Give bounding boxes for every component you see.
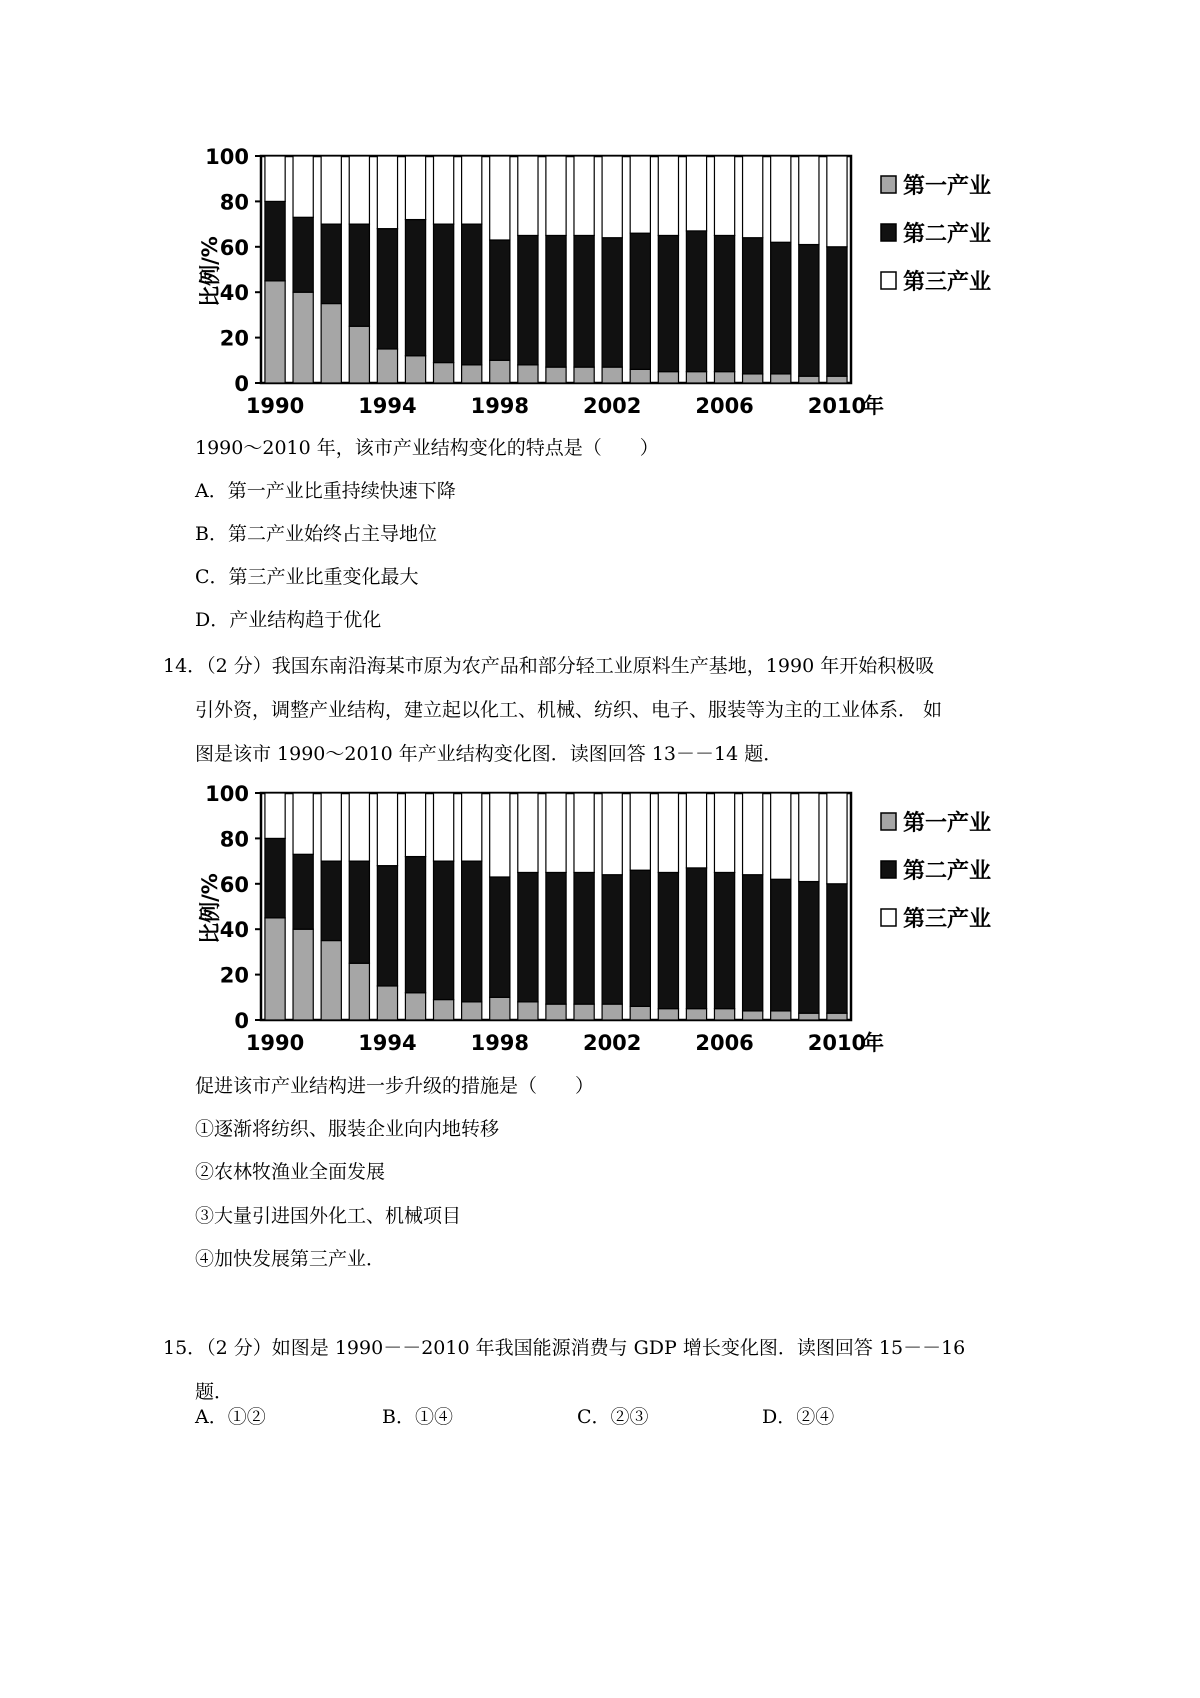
bar-1996-series-3 (434, 793, 454, 861)
bar-2009-series-1 (799, 1013, 819, 1020)
bar-2005-series-2 (686, 868, 706, 1009)
bar-1990-series-1 (265, 918, 285, 1020)
bar-2005-series-1 (686, 372, 706, 383)
bar-2000-series-2 (546, 235, 566, 367)
bar-1992-series-2 (321, 861, 341, 940)
x-tick-label-1998: 1998 (470, 394, 530, 418)
bar-1998-series-1 (490, 360, 510, 383)
legend-swatch-2 (881, 224, 896, 241)
bar-1996-series-2 (434, 861, 454, 999)
bar-2006-series-2 (714, 235, 734, 371)
bar-1994-series-3 (377, 156, 397, 229)
q14-stem-line-1: 14．（2 分）我国东南沿海某市原为农产品和部分轻工业原料生产基地，1990 年开始积极吸 (163, 655, 935, 677)
q14-item-3: ③大量引进国外化工、机械项目 (195, 1205, 462, 1227)
q15-stem-line-2: 题． (195, 1381, 234, 1403)
bar-1992-series-3 (321, 156, 341, 224)
bar-2002-series-3 (602, 156, 622, 238)
x-axis-unit: 年 (863, 1031, 884, 1055)
bar-2006-series-2 (714, 872, 734, 1008)
bar-1993-series-3 (349, 156, 369, 224)
bar-2009-series-3 (799, 156, 819, 245)
bar-1998-series-3 (490, 156, 510, 240)
industry-structure-chart-1 (195, 138, 1095, 438)
bar-1994-series-2 (377, 866, 397, 986)
bar-1990-series-3 (265, 156, 285, 201)
y-tick-label-40: 40 (219, 281, 249, 306)
bar-1993-series-1 (349, 963, 369, 1020)
bar-1990-series-1 (265, 281, 285, 383)
bar-2004-series-1 (658, 372, 678, 383)
bar-1999-series-1 (518, 365, 538, 383)
bar-2004-series-3 (658, 156, 678, 235)
bar-1996-series-2 (434, 224, 454, 362)
legend-swatch-1 (881, 176, 896, 193)
bar-2004-series-3 (658, 793, 678, 872)
legend-swatch-2 (881, 861, 896, 878)
bar-2010-series-1 (827, 1013, 847, 1020)
x-tick-label-1990: 1990 (245, 394, 305, 418)
bar-1992-series-2 (321, 224, 341, 303)
chart-svg (195, 775, 1095, 1075)
bar-2003-series-3 (630, 156, 650, 233)
bar-2005-series-3 (686, 156, 706, 231)
bar-2004-series-2 (658, 872, 678, 1008)
q14-question: 促进该市产业结构进一步升级的措施是（ ） (195, 1075, 595, 1097)
bar-2009-series-2 (799, 245, 819, 377)
bar-1991-series-1 (293, 292, 313, 383)
legend-swatch-3 (881, 272, 896, 289)
bar-1994-series-3 (377, 793, 397, 866)
bar-2001-series-1 (574, 1004, 594, 1020)
q13-option-d: D．产业结构趋于优化 (195, 609, 382, 631)
bar-1998-series-2 (490, 240, 510, 360)
bar-2007-series-2 (743, 238, 763, 374)
bar-2000-series-1 (546, 367, 566, 383)
bar-1991-series-3 (293, 793, 313, 854)
bar-1990-series-3 (265, 793, 285, 838)
bar-1994-series-1 (377, 349, 397, 383)
bar-2005-series-1 (686, 1009, 706, 1020)
x-tick-label-2006: 2006 (695, 394, 754, 418)
q13-stem: 1990～2010 年，该市产业结构变化的特点是（ ） (195, 437, 659, 459)
bar-1993-series-2 (349, 224, 369, 326)
chart-svg (195, 138, 1095, 438)
industry-structure-chart-2 (195, 775, 1095, 1075)
bar-2010-series-1 (827, 376, 847, 383)
bar-1997-series-1 (462, 1002, 482, 1020)
q15-stem-line-1: 15．（2 分）如图是 1990－－2010 年我国能源消费与 GDP 增长变化图．读图回答 15－－16 (163, 1337, 966, 1359)
legend-label-2: 第二产业 (903, 859, 992, 884)
legend-label-1: 第一产业 (903, 174, 992, 199)
x-tick-label-2002: 2002 (582, 394, 642, 418)
x-tick-label-2002: 2002 (582, 1031, 642, 1055)
x-tick-label-1994: 1994 (358, 1031, 417, 1055)
bar-2007-series-3 (743, 156, 763, 238)
bar-2007-series-1 (743, 1011, 763, 1020)
bar-1997-series-2 (462, 224, 482, 365)
bar-1995-series-3 (405, 793, 425, 857)
bar-2008-series-2 (771, 242, 791, 374)
bar-1997-series-3 (462, 156, 482, 224)
bar-1999-series-1 (518, 1002, 538, 1020)
bar-2009-series-3 (799, 793, 819, 882)
q13-option-c: C．第三产业比重变化最大 (195, 566, 419, 588)
y-tick-label-40: 40 (219, 918, 249, 943)
bar-1994-series-2 (377, 229, 397, 349)
bar-1995-series-2 (405, 220, 425, 356)
bar-2008-series-2 (771, 879, 791, 1011)
bar-1993-series-2 (349, 861, 369, 963)
bar-1992-series-1 (321, 941, 341, 1020)
bar-2002-series-2 (602, 238, 622, 367)
y-tick-label-80: 80 (219, 190, 249, 215)
bar-1999-series-2 (518, 235, 538, 364)
bar-1991-series-2 (293, 854, 313, 929)
y-axis-label: 比例/% (198, 236, 222, 307)
legend-label-1: 第一产业 (903, 811, 992, 836)
x-tick-label-2006: 2006 (695, 1031, 754, 1055)
bar-2006-series-3 (714, 793, 734, 872)
x-tick-label-1994: 1994 (358, 394, 417, 418)
bar-1999-series-3 (518, 156, 538, 235)
q14-option-b: B．①④ (382, 1406, 453, 1428)
y-tick-label-100: 100 (205, 145, 249, 169)
q14-item-2: ②农林牧渔业全面发展 (195, 1161, 386, 1183)
x-tick-label-2010: 2010 (807, 1031, 867, 1055)
bar-2002-series-1 (602, 367, 622, 383)
bar-1990-series-2 (265, 201, 285, 280)
bar-1993-series-3 (349, 793, 369, 861)
bar-1999-series-2 (518, 872, 538, 1001)
bar-2001-series-1 (574, 367, 594, 383)
y-axis-label: 比例/% (198, 873, 222, 944)
legend-label-3: 第三产业 (903, 270, 992, 295)
bar-1997-series-1 (462, 365, 482, 383)
bar-1996-series-1 (434, 363, 454, 383)
legend-swatch-1 (881, 813, 896, 830)
bar-2008-series-3 (771, 156, 791, 242)
q14-option-a: A．①② (195, 1406, 266, 1428)
bar-2008-series-1 (771, 1011, 791, 1020)
bar-2007-series-3 (743, 793, 763, 875)
y-tick-label-60: 60 (219, 235, 249, 260)
y-tick-label-0: 0 (234, 372, 249, 396)
bar-2001-series-2 (574, 872, 594, 1004)
bar-2009-series-2 (799, 882, 819, 1014)
bar-2002-series-2 (602, 875, 622, 1004)
bar-2003-series-1 (630, 369, 650, 383)
bar-2006-series-1 (714, 1009, 734, 1020)
bar-1998-series-3 (490, 793, 510, 877)
q14-item-4: ④加快发展第三产业． (195, 1248, 386, 1270)
bar-2004-series-2 (658, 235, 678, 371)
bar-2006-series-3 (714, 156, 734, 235)
bar-2005-series-3 (686, 793, 706, 868)
q13-option-b: B．第二产业始终占主导地位 (195, 523, 437, 545)
bar-2008-series-1 (771, 374, 791, 383)
bar-1992-series-1 (321, 304, 341, 383)
x-axis-unit: 年 (863, 394, 884, 418)
bar-2000-series-3 (546, 793, 566, 872)
bar-2006-series-1 (714, 372, 734, 383)
bar-2007-series-1 (743, 374, 763, 383)
y-tick-label-80: 80 (219, 827, 249, 852)
bar-2010-series-2 (827, 247, 847, 376)
x-tick-label-1990: 1990 (245, 1031, 305, 1055)
q14-stem-line-3: 图是该市 1990～2010 年产业结构变化图．读图回答 13－－14 题． (195, 743, 783, 765)
bar-1991-series-2 (293, 217, 313, 292)
bar-1998-series-2 (490, 877, 510, 997)
q14-option-d: D．②④ (762, 1406, 835, 1428)
x-tick-label-1998: 1998 (470, 1031, 530, 1055)
bar-2000-series-2 (546, 872, 566, 1004)
bar-1995-series-1 (405, 356, 425, 383)
q14-option-c: C．②③ (577, 1406, 649, 1428)
q13-option-a: A．第一产业比重持续快速下降 (195, 480, 456, 502)
bar-1990-series-2 (265, 838, 285, 917)
bar-2004-series-1 (658, 1009, 678, 1020)
bar-1991-series-3 (293, 156, 313, 217)
bar-2003-series-1 (630, 1006, 650, 1020)
legend-label-2: 第二产业 (903, 222, 992, 247)
bar-2003-series-2 (630, 870, 650, 1006)
y-tick-label-0: 0 (234, 1009, 249, 1033)
bar-1995-series-1 (405, 993, 425, 1020)
bar-2005-series-2 (686, 231, 706, 372)
bar-2009-series-1 (799, 376, 819, 383)
bar-1991-series-1 (293, 929, 313, 1020)
bar-1996-series-1 (434, 1000, 454, 1020)
y-tick-label-60: 60 (219, 872, 249, 897)
x-tick-label-2010: 2010 (807, 394, 867, 418)
bar-2010-series-3 (827, 156, 847, 247)
y-tick-label-100: 100 (205, 782, 249, 806)
bar-2007-series-2 (743, 875, 763, 1011)
y-tick-label-20: 20 (219, 326, 249, 351)
bar-2001-series-3 (574, 156, 594, 235)
bar-1995-series-3 (405, 156, 425, 220)
bar-1992-series-3 (321, 793, 341, 861)
bar-2003-series-3 (630, 793, 650, 870)
bar-2000-series-1 (546, 1004, 566, 1020)
q14-item-1: ①逐渐将纺织、服装企业向内地转移 (195, 1118, 500, 1140)
legend-label-3: 第三产业 (903, 907, 992, 932)
bar-2002-series-3 (602, 793, 622, 875)
bar-1995-series-2 (405, 857, 425, 993)
bar-1998-series-1 (490, 997, 510, 1020)
y-tick-label-20: 20 (219, 963, 249, 988)
bar-2000-series-3 (546, 156, 566, 235)
bar-2003-series-2 (630, 233, 650, 369)
bar-2001-series-2 (574, 235, 594, 367)
bar-2001-series-3 (574, 793, 594, 872)
bar-2010-series-3 (827, 793, 847, 884)
bar-1993-series-1 (349, 326, 369, 383)
bar-1997-series-3 (462, 793, 482, 861)
bar-2002-series-1 (602, 1004, 622, 1020)
bar-1997-series-2 (462, 861, 482, 1002)
bar-2010-series-2 (827, 884, 847, 1013)
bar-2008-series-3 (771, 793, 791, 879)
q14-stem-line-2: 引外资，调整产业结构，建立起以化工、机械、纺织、电子、服装等为主的工业体系． 如 (195, 699, 943, 721)
legend-swatch-3 (881, 909, 896, 926)
bar-1994-series-1 (377, 986, 397, 1020)
bar-1996-series-3 (434, 156, 454, 224)
bar-1999-series-3 (518, 793, 538, 872)
